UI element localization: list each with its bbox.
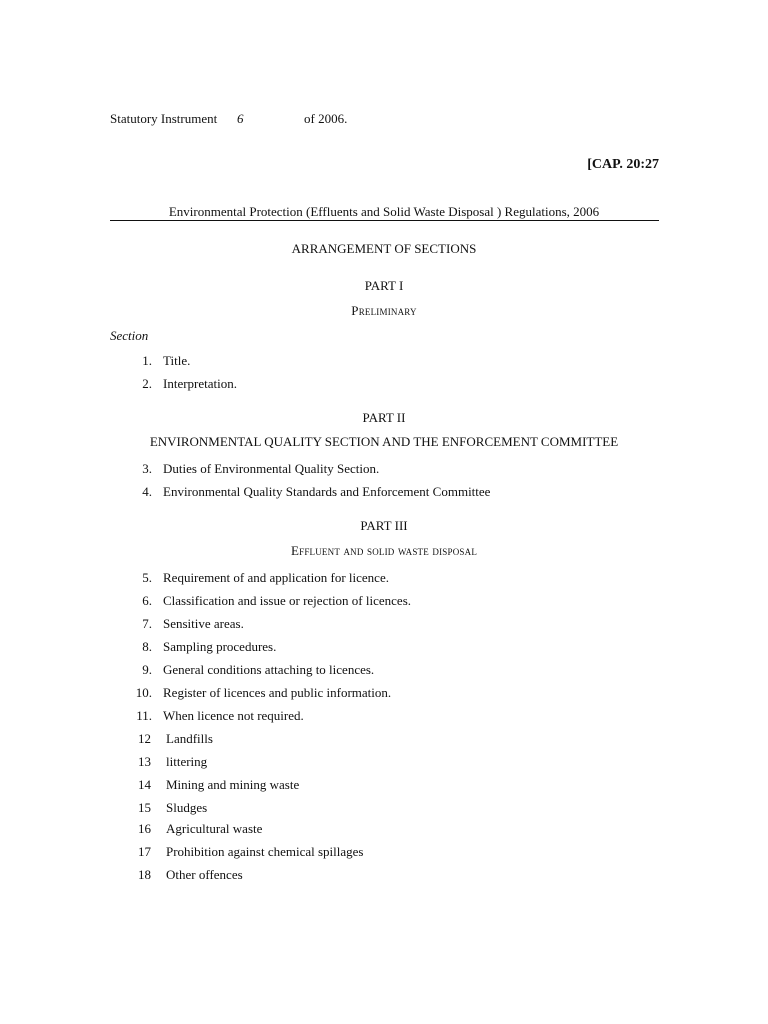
section-list-item (0, 685, 768, 703)
part-1-label: PART I (364, 278, 404, 293)
section-list-item (0, 731, 768, 749)
part-1-heading: Preliminary (351, 303, 417, 318)
section-list-item (0, 570, 768, 588)
section-title: Classification and issue or rejection of licences. (163, 593, 412, 608)
section-list-item (0, 800, 768, 818)
section-list-item (0, 484, 768, 502)
section-number: 2. (142, 376, 152, 391)
part-2-label: PART II (362, 410, 406, 425)
section-title: Mining and mining waste (166, 777, 300, 792)
part-2-heading: ENVIRONMENTAL QUALITY SECTION AND THE ENFORCEMENT COMMITTEE (149, 434, 619, 449)
section-number: 15 (138, 800, 151, 815)
section-number: 8. (142, 639, 152, 654)
section-title: Prohibition against chemical spillages (166, 844, 364, 859)
section-number: 14 (138, 777, 151, 792)
section-title: Sampling procedures. (163, 639, 277, 654)
statutory-instrument-year: of 2006. (304, 111, 348, 126)
section-number: 4. (142, 484, 152, 499)
section-title: Agricultural waste (166, 821, 263, 836)
section-list-item (0, 821, 768, 839)
section-number: 10. (135, 685, 152, 700)
section-title: Other offences (166, 867, 243, 882)
section-number: 11. (136, 708, 152, 723)
section-number: 12 (138, 731, 151, 746)
section-title: littering (166, 754, 208, 769)
section-number: 13 (138, 754, 151, 769)
section-list-item (0, 639, 768, 657)
title-underline (110, 220, 659, 221)
section-title: Requirement of and application for licence. (163, 570, 389, 585)
section-title: Environmental Quality Standards and Enforcement Committee (163, 484, 491, 499)
section-column-label: Section (110, 328, 149, 343)
arrangement-heading: ARRANGEMENT OF SECTIONS (291, 241, 477, 256)
statutory-instrument-label: Statutory Instrument (110, 111, 218, 126)
section-title: Sensitive areas. (163, 616, 244, 631)
section-list-item (0, 593, 768, 611)
section-number: 9. (142, 662, 152, 677)
section-number: 18 (138, 867, 151, 882)
section-number: 1. (142, 353, 152, 368)
section-list-item (0, 662, 768, 680)
section-title: Title. (163, 353, 191, 368)
section-title: Duties of Environmental Quality Section. (163, 461, 380, 476)
chapter-reference: [CAP. 20:27 (587, 157, 659, 172)
section-title: Sludges (166, 800, 208, 815)
section-list-item (0, 777, 768, 795)
section-title: General conditions attaching to licences. (163, 662, 375, 677)
statutory-instrument-number: 6 (237, 111, 244, 126)
section-list-item (0, 754, 768, 772)
section-title: Register of licences and public information. (163, 685, 392, 700)
section-list-item (0, 353, 768, 371)
section-list-item (0, 867, 768, 885)
section-number: 6. (142, 593, 152, 608)
section-list-item (0, 844, 768, 862)
section-title: Landfills (166, 731, 213, 746)
section-number: 5. (142, 570, 152, 585)
section-title: Interpretation. (163, 376, 237, 391)
part-3-label: PART III (360, 518, 408, 533)
section-list-item (0, 461, 768, 479)
section-number: 17 (138, 844, 151, 859)
section-number: 16 (138, 821, 151, 836)
part-3-heading: Effluent and solid waste disposal (290, 543, 478, 558)
section-number: 3. (142, 461, 152, 476)
document-title: Environmental Protection (Effluents and Solid Waste Disposal ) Regulations, 2006 (168, 204, 600, 219)
section-title: When licence not required. (163, 708, 304, 723)
section-list-item (0, 376, 768, 394)
section-list-item (0, 708, 768, 726)
section-list-item (0, 616, 768, 634)
section-number: 7. (142, 616, 152, 631)
